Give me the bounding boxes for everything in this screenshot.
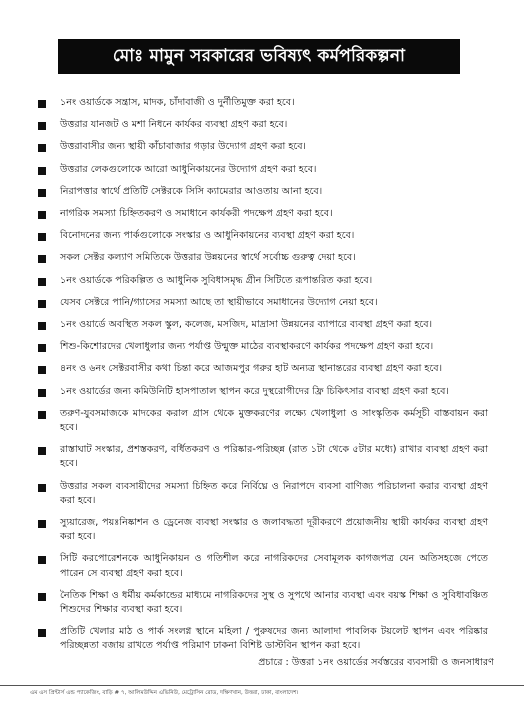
list-item bbox=[38, 407, 488, 435]
list-item bbox=[38, 96, 488, 110]
list-item-text: নৈতিক শিক্ষা ও ধর্মীয় কর্মকান্ডের মাধ্যমে নাগরিকদের সুস্থ ও সুপথে আনার ব্যবস্থা এবং বয়স্ক শিক্ষা ও সুবিধাবঞ্চিত শিশুদের শিক্ষার ব্যবস্থা করা হবে। bbox=[60, 589, 488, 616]
list-item-text: ১নং ওয়ার্ডকে পরিকল্পিত ও আধুনিক সুবিধাসমৃদ্ধ গ্রীন সিটিতে রূপান্তরিত করা হবে। bbox=[60, 274, 373, 286]
list-item bbox=[38, 480, 488, 508]
list-item-text: নাগরিক সমস্যা চিহ্নিতকরণ ও সমাধানে কার্যকরী পদক্ষেপ গ্রহণ করা হবে। bbox=[60, 208, 333, 220]
list-item bbox=[38, 385, 488, 399]
list-item-text: তরুণ-যুবসমাজকে মাদকের করাল গ্রাস থেকে মুক্তকরণের লক্ষ্যে খেলাধুলা ও সাংস্কৃতিক কর্মসূচী বাস্তবায়ন করা হবে। bbox=[60, 407, 488, 434]
list-item bbox=[38, 340, 488, 354]
square-bullet-icon bbox=[38, 366, 46, 374]
square-bullet-icon bbox=[38, 167, 46, 175]
square-bullet-icon bbox=[38, 593, 46, 601]
list-item bbox=[38, 207, 488, 221]
list-item bbox=[38, 589, 488, 617]
square-bullet-icon bbox=[38, 233, 46, 241]
list-item bbox=[38, 251, 488, 265]
list-item bbox=[38, 140, 488, 154]
list-item bbox=[38, 185, 488, 199]
square-bullet-icon bbox=[38, 389, 46, 397]
square-bullet-icon bbox=[38, 520, 46, 528]
list-item bbox=[38, 118, 488, 132]
square-bullet-icon bbox=[38, 411, 46, 419]
list-item-text: ৪নং ও ৬নং সেক্টরবাসীর কথা চিন্তা করে আজমপুর গরুর হাট অন্যত্র স্থানান্তরের ব্যবস্থা গ্রহণ করা হবে। bbox=[60, 363, 443, 375]
square-bullet-icon bbox=[38, 629, 46, 637]
list-item-text: প্রতিটি খেলার মাঠ ও পার্ক সংলগ্ন স্থানে মহিলা / পুরুষদের জন্য আলাদা পাবলিক টয়লেট স্থাপন এবং পরিষ্কার পরিচ্ছন্নতা বজায় রাখতে পর্যাপ্ত পরিমাণ ঢাকনা বিশিষ্ট ডাস্টবিন স্থাপন করা হবে। bbox=[60, 626, 488, 652]
square-bullet-icon bbox=[38, 300, 46, 308]
square-bullet-icon bbox=[38, 255, 46, 263]
square-bullet-icon bbox=[38, 211, 46, 219]
square-bullet-icon bbox=[38, 484, 46, 492]
list-item-text: স্যুয়ারেজ, পয়ঃনিষ্কাশন ও ড্রেনেজ ব্যবস্থা সংস্কার ও জলাবদ্ধতা দূরীকরণে প্রয়োজনীয় স্থায়ী কার্যকর ব্যবস্থা গ্রহণ করা হবে। bbox=[60, 517, 488, 543]
list-item bbox=[38, 318, 488, 332]
list-item bbox=[38, 229, 488, 243]
list-item bbox=[38, 516, 488, 544]
plan-list bbox=[38, 96, 488, 654]
list-item bbox=[38, 625, 488, 653]
list-item-text: ১নং ওয়ার্ডে অবস্থিত সকল স্কুল, কলেজ, মসজিদ, মাদ্রাসা উন্নয়নের ব্যাপারে ব্যবস্থা গ্রহণ করা হবে। bbox=[60, 319, 433, 331]
list-item bbox=[38, 296, 488, 310]
square-bullet-icon bbox=[38, 100, 46, 108]
list-item bbox=[38, 274, 488, 288]
square-bullet-icon bbox=[38, 122, 46, 130]
list-item-text: যেসব সেক্টরে পানি/গ্যাসের সমস্যা আছে তা স্থায়ীভাবে সমাধানের উদ্যোগ নেয়া হবে। bbox=[60, 296, 378, 308]
list-item-text: ১নং ওয়ার্ডকে সন্ত্রাস, মাদক, চাঁদাবাজী ও দুর্নীতিমুক্ত করা হবে। bbox=[60, 97, 295, 108]
list-item-text: ১নং ওয়ার্ডের জন্য কমিউনিটি হাসপাতাল স্থাপন করে দুস্থরোগীদের ফ্রি চিকিৎসার ব্যবস্থা গ্রহণ করা হবে। bbox=[60, 385, 449, 397]
square-bullet-icon bbox=[38, 278, 46, 286]
page-title: মোঃ মামুন সরকারের ভবিষ্যৎ কর্মপরিকল্পনা bbox=[58, 39, 460, 74]
list-item bbox=[38, 552, 488, 580]
publisher-credit: প্রচারে : উত্তরা ১নং ওয়ার্ডের সর্বস্তরের ব্যবসায়ী ও জনসাধারণ bbox=[258, 657, 494, 668]
list-item-text: উত্তরার যানজট ও মশা নিধনে কার্যকর ব্যবস্থা গ্রহণ করা হবে। bbox=[60, 119, 288, 131]
list-item bbox=[38, 362, 488, 376]
square-bullet-icon bbox=[38, 556, 46, 564]
square-bullet-icon bbox=[38, 447, 46, 455]
list-item-text: নিরাপত্তার স্বার্থে প্রতিটি সেক্টরকে সিসি ক্যামেরার আওতায় আনা হবে। bbox=[60, 185, 323, 197]
square-bullet-icon bbox=[38, 189, 46, 197]
list-item-text: উত্তরার সকল ব্যবসায়ীদের সমস্যা চিহ্নিত করে নির্বিঘ্নে ও নিরাপদে ব্যবসা বাণিজ্য পরিচালনা করার ব্যবস্থা গ্রহণ করা হবে। bbox=[60, 480, 488, 506]
list-item-text: শিশু-কিশোরদের খেলাধুলার জন্য পর্যাপ্ত উন্মুক্ত মাঠের ব্যবস্থাকরণে কার্যকর পদক্ষেপ গ্রহণ করা হবে। bbox=[60, 341, 434, 353]
list-item-text: রাস্তাঘাট সংস্কার, প্রশস্তকরণ, বর্ধিতকরণ ও পরিষ্কার-পরিচ্ছন্ন (রাত ১টা থেকে ৫টার মধ্যে) রাখার ব্যবস্থা গ্রহণ করা হবে। bbox=[60, 444, 488, 470]
list-item-text: উত্তরার লেকগুলোকে আরো আধুনিকায়নের উদ্যোগ গ্রহণ করা হবে। bbox=[60, 163, 317, 175]
square-bullet-icon bbox=[38, 344, 46, 352]
list-item bbox=[38, 443, 488, 471]
list-item-text: উত্তরাবাসীর জন্য স্থায়ী কাঁচাবাজার গড়ার উদ্যোগ গ্রহণ করা হবে। bbox=[60, 141, 306, 153]
printer-line: এম এস প্রিন্টার্স এন্ড প্যাকেজিং, বাড়ি # ৭, আলিমউদ্দিন এভিনিউ, মেট্রোসিন রোড, দক্ষিণখান, উত্তরা, ঢাকা, বাংলাদেশ। bbox=[30, 690, 299, 696]
square-bullet-icon bbox=[38, 322, 46, 330]
footer-divider bbox=[0, 685, 524, 686]
list-item-text: বিনোদনের জন্য পার্কগুলোকে সংস্কার ও আধুনিকায়নের ব্যবস্থা গ্রহণ করা হবে। bbox=[60, 230, 355, 242]
list-item-text: সিটি করপোরেশনকে আধুনিকায়ন ও গতিশীল করে নাগরিকদের সেবামূলক কাগজপত্র যেন অতিসহজে পেতে পারেন সে ব্যবস্থা গ্রহণ করা হবে। bbox=[60, 553, 488, 579]
list-item bbox=[38, 163, 488, 177]
list-item-text: সকল সেক্টর কল্যাণ সমিতিকে উত্তরার উন্নয়নের স্বার্থে সর্বোচ্চ গুরুত্ব দেয়া হবে। bbox=[60, 252, 356, 264]
square-bullet-icon bbox=[38, 144, 46, 152]
